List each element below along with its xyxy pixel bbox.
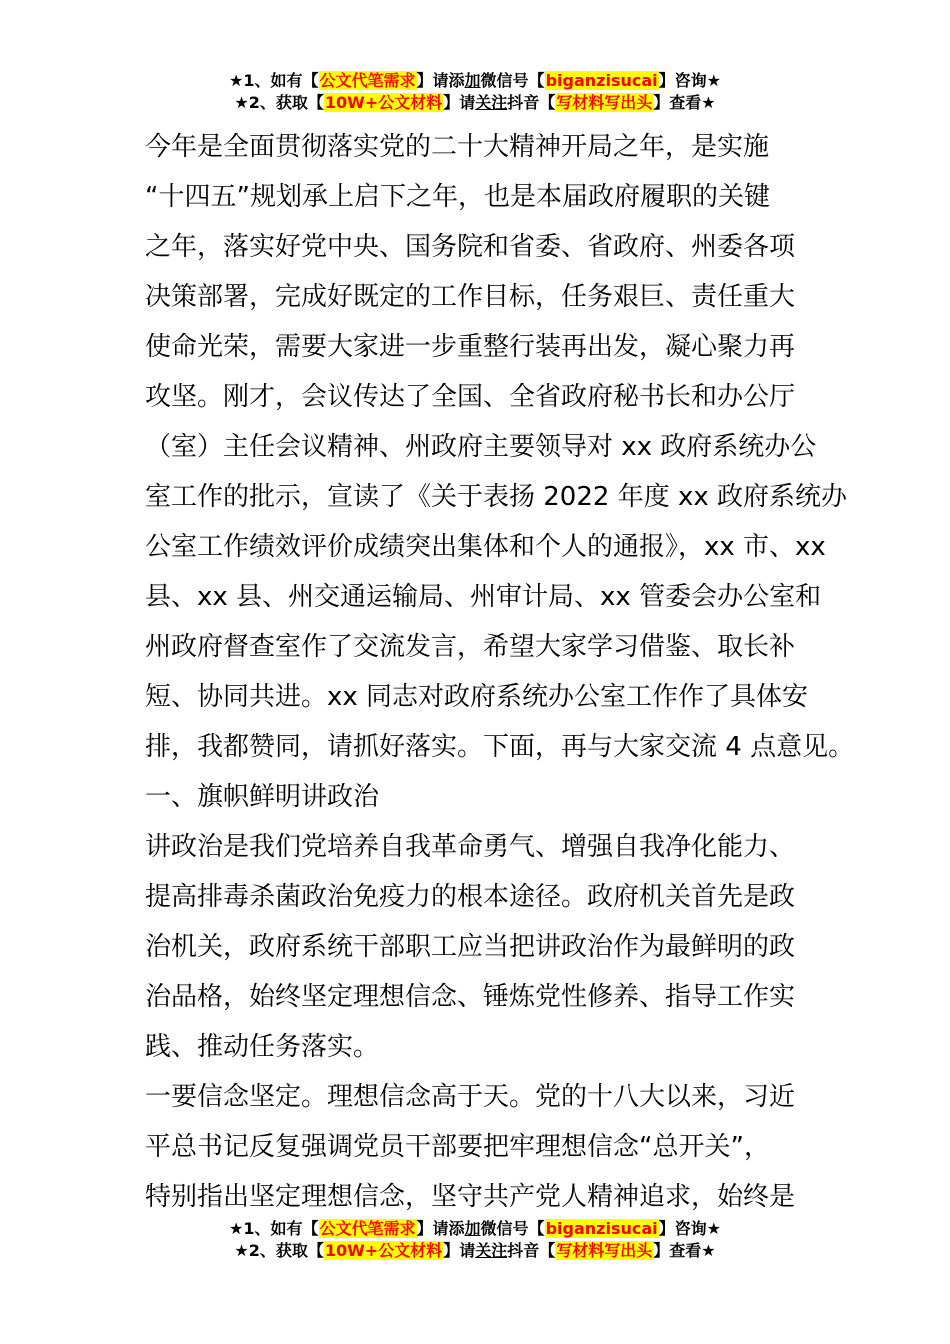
body-line: 公室工作绩效评价成绩突出集体和个人的通报》，xx 市、xx bbox=[145, 532, 826, 562]
highlight-text: 10W+公文材料 bbox=[324, 93, 443, 112]
body-line: 今年是全面贯彻落实党的二十大精神开局之年，是实施 bbox=[145, 132, 770, 162]
underlined-text: 关注 bbox=[475, 93, 508, 112]
promo-text: 抖音【 bbox=[507, 1241, 556, 1260]
promo-text: 】请 bbox=[443, 93, 476, 112]
highlight-text: 公文代笔需求 bbox=[319, 71, 416, 90]
promo-text: ★1、如有【 bbox=[229, 1219, 319, 1238]
body-line: 践、推动任务落实。 bbox=[145, 1032, 380, 1062]
promo-text: 】请 bbox=[443, 1241, 476, 1260]
promo-text: 】咨询★ bbox=[658, 71, 721, 90]
promo-text: ★2、获取【 bbox=[234, 1241, 324, 1260]
body-line: 使命光荣，需要大家进一步重整行装再出发，凝心聚力再 bbox=[145, 332, 796, 362]
promo-text: 】查看★ bbox=[653, 1241, 716, 1260]
promo-text: 】咨询★ bbox=[658, 1219, 721, 1238]
body-line: 平总书记反复强调党员干部要把牢理想信念“总开关”， bbox=[145, 1132, 770, 1162]
body-line: 州政府督查室作了交流发言，希望大家学习借鉴、取长补 bbox=[145, 632, 796, 662]
wechat-id: biganzisucai bbox=[545, 71, 658, 90]
body-line: 室工作的批示，宣读了《关于表扬 2022 年度 xx 政府系统办 bbox=[145, 482, 848, 512]
underlined-text: 加 bbox=[464, 71, 481, 90]
body-line: 决策部署，完成好既定的工作目标，任务艰巨、责任重大 bbox=[145, 282, 796, 312]
promo-line-1 bbox=[0, 1218, 950, 1240]
promo-text: ★1、如有【 bbox=[229, 71, 319, 90]
highlight-text: 10W+公文材料 bbox=[324, 1241, 443, 1260]
promo-text: ★2、获取【 bbox=[234, 93, 324, 112]
body-line: 提高排毒杀菌政治免疫力的根本途径。政府机关首先是政 bbox=[145, 882, 796, 912]
body-line: 治品格，始终坚定理想信念、锤炼党性修养、指导工作实 bbox=[145, 982, 796, 1012]
promo-text: 】请添 bbox=[416, 71, 465, 90]
wechat-id: biganzisucai bbox=[545, 1219, 658, 1238]
body-line: 讲政治是我们党培养自我革命勇气、增强自我净化能力、 bbox=[145, 832, 796, 862]
promo-text: 】请添 bbox=[416, 1219, 465, 1238]
promo-text: 抖音【 bbox=[507, 93, 556, 112]
body-line: 特别指出坚定理想信念，坚守共产党人精神追求，始终是 bbox=[145, 1182, 796, 1212]
section-heading: 一、旗帜鲜明讲政治 bbox=[145, 782, 380, 812]
body-line: 之年，落实好党中央、国务院和省委、省政府、州委各项 bbox=[145, 232, 796, 262]
promo-line-1 bbox=[0, 70, 950, 92]
promo-text: 微信号【 bbox=[480, 71, 545, 90]
header-promo bbox=[0, 70, 950, 114]
douyin-account: 写材料写出头 bbox=[556, 1241, 653, 1260]
footer-promo bbox=[0, 1218, 950, 1262]
body-line: （室）主任会议精神、州政府主要领导对 xx 政府系统办公 bbox=[145, 432, 817, 462]
promo-line-2 bbox=[0, 92, 950, 114]
body-line: 县、xx 县、州交通运输局、州审计局、xx 管委会办公室和 bbox=[145, 582, 822, 612]
promo-line-2 bbox=[0, 1240, 950, 1262]
body-line: “十四五”规划承上启下之年，也是本届政府履职的关键 bbox=[145, 182, 770, 212]
document-body bbox=[145, 122, 855, 1222]
underlined-text: 加 bbox=[464, 1219, 481, 1238]
body-line: 攻坚。刚才，会议传达了全国、全省政府秘书长和办公厅 bbox=[145, 382, 796, 412]
body-line: 排，我都赞同，请抓好落实。下面，再与大家交流 4 点意见。 bbox=[145, 732, 855, 762]
promo-text: 】查看★ bbox=[653, 93, 716, 112]
promo-text: 微信号【 bbox=[480, 1219, 545, 1238]
body-line: 一要信念坚定。理想信念高于天。党的十八大以来，习近 bbox=[145, 1082, 796, 1112]
underlined-text: 关注 bbox=[475, 1241, 508, 1260]
body-line: 短、协同共进。xx 同志对政府系统办公室工作作了具体安 bbox=[145, 682, 809, 712]
body-line: 治机关，政府系统干部职工应当把讲政治作为最鲜明的政 bbox=[145, 932, 796, 962]
highlight-text: 公文代笔需求 bbox=[319, 1219, 416, 1238]
douyin-account: 写材料写出头 bbox=[556, 93, 653, 112]
